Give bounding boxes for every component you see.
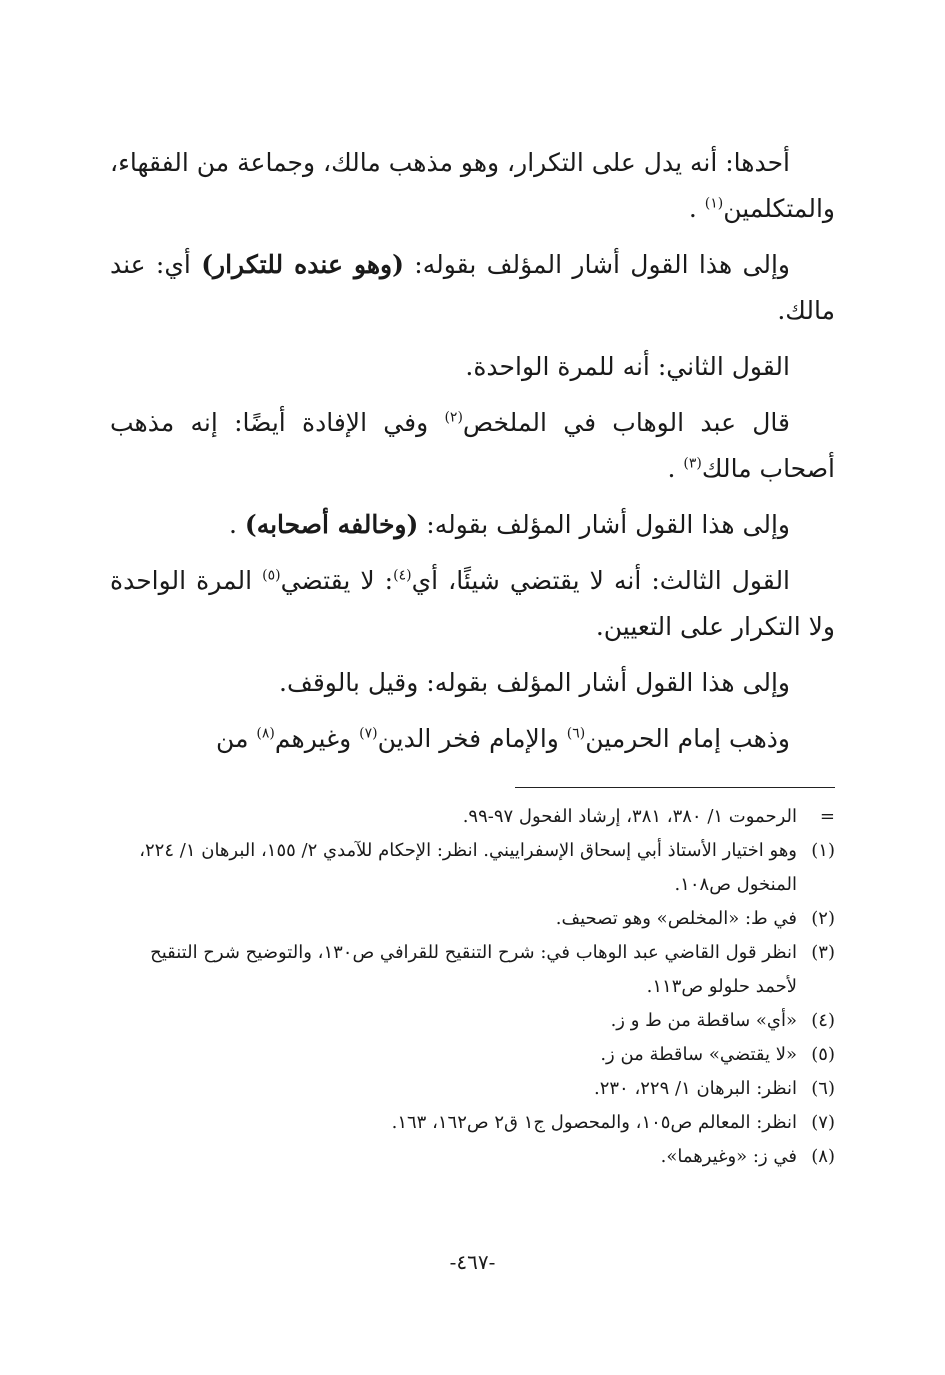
footnote-ref[interactable]: (٨) bbox=[256, 725, 275, 742]
footnote-ref[interactable]: (٤) bbox=[393, 567, 412, 584]
footnote: = الرحموت ١/ ٣٨٠، ٣٨١، إرشاد الفحول ٩٧-٩٩. bbox=[462, 806, 835, 827]
footnote: (٣) انظر قول القاضي عبد الوهاب في: شرح التنقيح للقرافي ص١٣٠، والتوضيح شرح التنقيح لأحمد حلولو ص١١٣. bbox=[150, 942, 835, 997]
quoted-matn: (وخالفه أصحابه) bbox=[244, 510, 419, 539]
paragraph-8: وذهب إمام الحرمين$^{(٦)}$ والإمام فخر الدين$^{(٧)}$ وغيرهم$^{(٨)}$ من bbox=[216, 724, 790, 753]
paragraph-1: أحدها: أنه يدل على التكرار، وهو مذهب مالك، وجماعة من الفقهاء، والمتكلمين$^{(١)}$ . bbox=[110, 148, 835, 223]
footnotes bbox=[110, 800, 835, 1174]
paragraph-2: وإلى هذا القول أشار المؤلف بقوله: (وهو عنده للتكرار) أي: عند مالك. bbox=[110, 250, 835, 325]
paragraph-4: قال عبد الوهاب في الملخص$^{(٢)}$ وفي الإفادة أيضًا: إنه مذهب أصحاب مالك$^{(٣)}$ . bbox=[110, 408, 835, 483]
footnote-ref[interactable]: (٦) bbox=[566, 725, 586, 742]
footnote-ref[interactable]: (٧) bbox=[359, 725, 378, 742]
footnote: (٥) «لا يقتضي» ساقطة من ز. bbox=[600, 1044, 835, 1065]
footnote-separator bbox=[515, 787, 835, 788]
footnote: (٧) انظر: المعالم ص١٠٥، والمحصول ج١ ق٢ ص١٦٢، ١٦٣. bbox=[391, 1112, 835, 1133]
paragraph-6: القول الثالث: أنه لا يقتضي شيئًا، أي$^{(٤)}$: لا يقتضي$^{(٥)}$ المرة الواحدة ولا التكرار على التعيين. bbox=[110, 566, 835, 641]
footnote-ref[interactable]: (٢) bbox=[444, 409, 463, 426]
footnote-ref[interactable]: (١) bbox=[704, 195, 724, 212]
footnote-ref[interactable]: (٣) bbox=[683, 455, 702, 472]
footnote: (٨) في ز: «وغيرهما». bbox=[660, 1146, 835, 1167]
paragraph-5: وإلى هذا القول أشار المؤلف بقوله: (وخالفه أصحابه) . bbox=[228, 510, 790, 539]
paragraph-7: وإلى هذا القول أشار المؤلف بقوله: وقيل بالوقف. bbox=[279, 668, 790, 697]
page-number: -٤٦٧- bbox=[449, 1250, 496, 1274]
footnote: (٢) في ط: «المخلص» وهو تصحيف. bbox=[555, 908, 835, 929]
footnote: (٦) انظر: البرهان ١/ ٢٢٩، ٢٣٠. bbox=[593, 1078, 835, 1099]
quoted-matn: (وهو عنده للتكرار) bbox=[201, 250, 404, 279]
main-text bbox=[110, 140, 835, 772]
footnote: (٤) «أي» ساقطة من ط و ز. bbox=[610, 1010, 835, 1031]
paragraph-3: القول الثاني: أنه للمرة الواحدة. bbox=[465, 352, 790, 381]
footnote: (١) وهو اختيار الأستاذ أبي إسحاق الإسفراييني. انظر: الإحكام للآمدي ٢/ ١٥٥، البرهان ١/ ٢٢٤، المنخول ص١٠٨. bbox=[139, 840, 835, 895]
footnote-ref[interactable]: (٥) bbox=[262, 567, 281, 584]
